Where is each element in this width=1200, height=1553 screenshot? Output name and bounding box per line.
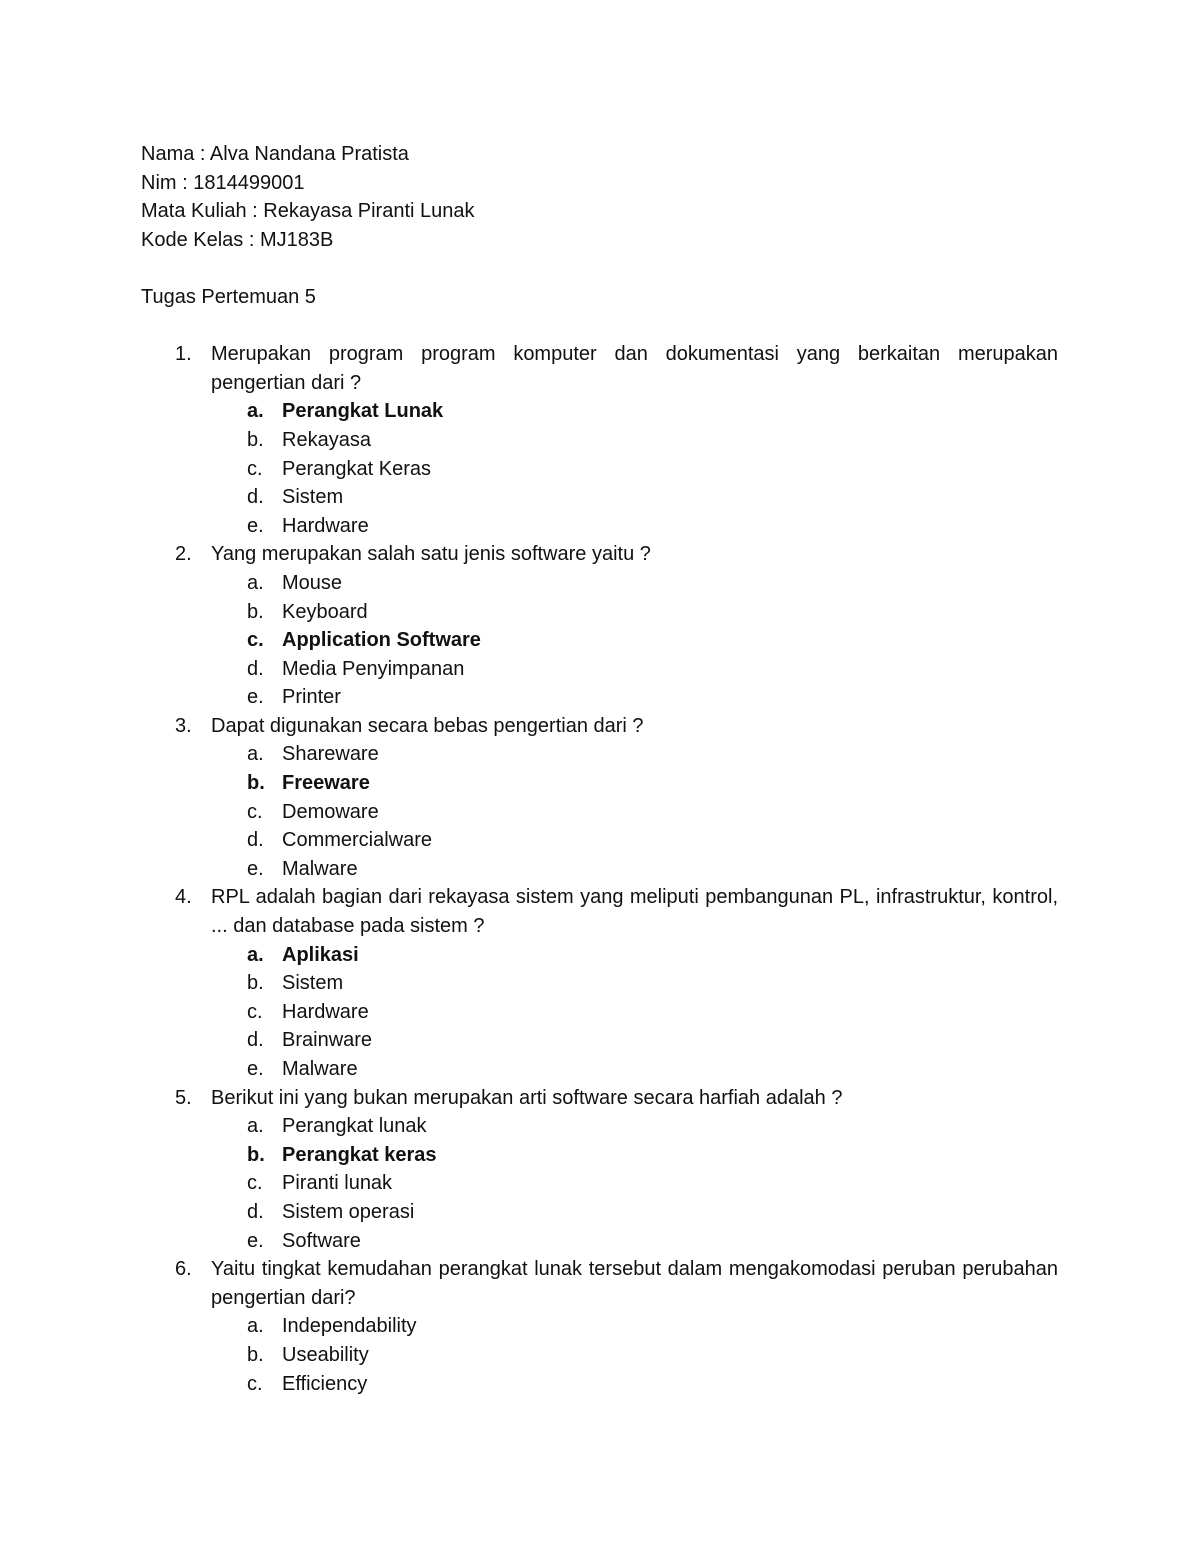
student-name: Nama : Alva Nandana Pratista — [141, 143, 409, 165]
question-item — [141, 340, 1059, 540]
option-letter: b. — [247, 1143, 265, 1166]
question-item — [141, 1084, 1059, 1256]
answer-option — [141, 740, 1059, 769]
spacer — [141, 312, 1059, 341]
option-text: Demoware — [282, 800, 379, 823]
option-letter: e. — [247, 686, 264, 709]
answer-option — [141, 1341, 1059, 1370]
answer-option — [141, 1370, 1059, 1399]
option-text: Useability — [282, 1343, 369, 1366]
class-code: Kode Kelas : MJ183B — [141, 228, 334, 251]
option-letter: c. — [247, 1172, 263, 1195]
answer-option-correct — [141, 941, 1059, 970]
answer-option-correct — [141, 1141, 1059, 1170]
option-letter: d. — [247, 657, 264, 680]
answer-option — [141, 683, 1059, 712]
question-list — [141, 340, 1059, 1398]
option-text: Aplikasi — [282, 943, 359, 966]
answer-option — [141, 569, 1059, 598]
question-text: Dapat digunakan secara bebas pengertian dari ? — [211, 714, 644, 737]
option-text: Independability — [282, 1315, 417, 1338]
answer-option — [141, 1112, 1059, 1141]
option-letter: e. — [247, 514, 264, 537]
option-letter: e. — [247, 1058, 264, 1080]
question-number: 3. — [175, 714, 192, 737]
option-letter: b. — [247, 772, 265, 795]
question-text: Berikut ini yang bukan merupakan arti software secara harfiah adalah ? — [211, 1086, 843, 1109]
answer-option — [141, 855, 1059, 884]
question-number: 2. — [175, 543, 192, 566]
question-row — [141, 540, 1059, 569]
answer-option — [141, 826, 1059, 855]
option-letter: c. — [247, 1000, 263, 1023]
option-letter: c. — [247, 629, 264, 652]
answer-option-correct — [141, 769, 1059, 798]
option-letter: a. — [247, 400, 264, 423]
option-text: Software — [282, 1229, 361, 1252]
question-item — [141, 883, 1059, 1083]
option-letter: a. — [247, 1115, 264, 1138]
option-text: Hardware — [282, 514, 369, 537]
option-letter: b. — [247, 600, 264, 623]
answer-option — [141, 1055, 1059, 1084]
spacer — [141, 254, 1059, 283]
answer-option — [141, 1026, 1059, 1055]
option-text: Sistem — [282, 972, 344, 995]
assignment-title: Tugas Pertemuan 5 — [141, 285, 316, 308]
option-text: Sistem operasi — [282, 1200, 415, 1223]
option-letter: c. — [247, 457, 263, 480]
answer-option — [141, 483, 1059, 512]
option-text: Application Software — [282, 629, 481, 652]
answer-option — [141, 798, 1059, 827]
option-text: Sistem — [282, 486, 344, 509]
answer-option — [141, 426, 1059, 455]
question-text: Merupakan program program komputer dan dokumentasi yang berkaitan merupakan pengertian dari ? — [211, 343, 1058, 394]
option-text: Perangkat lunak — [282, 1115, 427, 1138]
option-text: Piranti lunak — [282, 1172, 393, 1195]
question-item — [141, 540, 1059, 712]
option-text: Efficiency — [282, 1372, 368, 1395]
question-text: Yang merupakan salah satu jenis software yaitu ? — [211, 543, 651, 566]
option-text: Perangkat Keras — [282, 457, 431, 480]
option-text: Mouse — [282, 571, 343, 594]
question-row — [141, 340, 1059, 397]
option-letter: c. — [247, 1372, 263, 1395]
answer-option — [141, 512, 1059, 541]
answer-option-correct — [141, 397, 1059, 426]
option-letter: a. — [247, 571, 264, 594]
option-letter: a. — [247, 1315, 264, 1338]
option-letter: e. — [247, 1229, 264, 1252]
option-text: Perangkat Lunak — [282, 400, 444, 423]
option-text: Commercialware — [282, 829, 433, 852]
option-text: Keyboard — [282, 600, 368, 623]
student-nim: Nim : 1814499001 — [141, 171, 305, 194]
option-letter: d. — [247, 1029, 264, 1052]
answer-option — [141, 655, 1059, 684]
option-text: Shareware — [282, 743, 379, 766]
option-text: Rekayasa — [282, 428, 371, 451]
option-text: Brainware — [282, 1029, 373, 1052]
question-item — [141, 1255, 1059, 1398]
answer-option — [141, 455, 1059, 484]
option-letter: c. — [247, 800, 263, 823]
answer-option — [141, 598, 1059, 627]
option-letter: d. — [247, 829, 264, 852]
option-text: Perangkat keras — [282, 1143, 437, 1166]
question-row — [141, 883, 1059, 940]
question-number: 5. — [175, 1086, 192, 1109]
option-text: Freeware — [282, 772, 370, 795]
option-letter: a. — [247, 743, 264, 766]
option-text: Malware — [282, 857, 358, 880]
option-text: Printer — [282, 686, 341, 709]
course-name: Mata Kuliah : Rekayasa Piranti Lunak — [141, 200, 475, 223]
option-letter: b. — [247, 972, 264, 995]
answer-option — [141, 1198, 1059, 1227]
question-row — [141, 712, 1059, 741]
option-letter: e. — [247, 857, 264, 880]
question-row — [141, 1084, 1059, 1113]
question-row — [141, 1255, 1059, 1312]
question-item — [141, 712, 1059, 884]
option-letter: d. — [247, 486, 264, 509]
answer-option — [141, 998, 1059, 1027]
question-number: 4. — [175, 886, 192, 909]
answer-option — [141, 1312, 1059, 1341]
answer-option — [141, 1169, 1059, 1198]
question-text: Yaitu tingkat kemudahan perangkat lunak tersebut dalam mengakomodasi peruban perubahan pengertian dari? — [211, 1258, 1058, 1309]
option-text: Media Penyimpanan — [282, 657, 465, 680]
question-number: 1. — [175, 343, 192, 366]
question-text: RPL adalah bagian dari rekayasa sistem yang meliputi pembangunan PL, infrastruktur, kontrol, ... dan database pada sistem ? — [211, 886, 1058, 938]
option-letter: b. — [247, 428, 264, 451]
document-content — [141, 140, 1059, 1398]
answer-option-correct — [141, 626, 1059, 655]
option-letter: b. — [247, 1343, 264, 1366]
answer-option — [141, 1227, 1059, 1256]
option-letter: a. — [247, 943, 264, 966]
option-text: Hardware — [282, 1000, 369, 1023]
question-number: 6. — [175, 1258, 192, 1281]
option-text: Malware — [282, 1058, 358, 1080]
answer-option — [141, 969, 1059, 998]
option-letter: d. — [247, 1200, 264, 1223]
